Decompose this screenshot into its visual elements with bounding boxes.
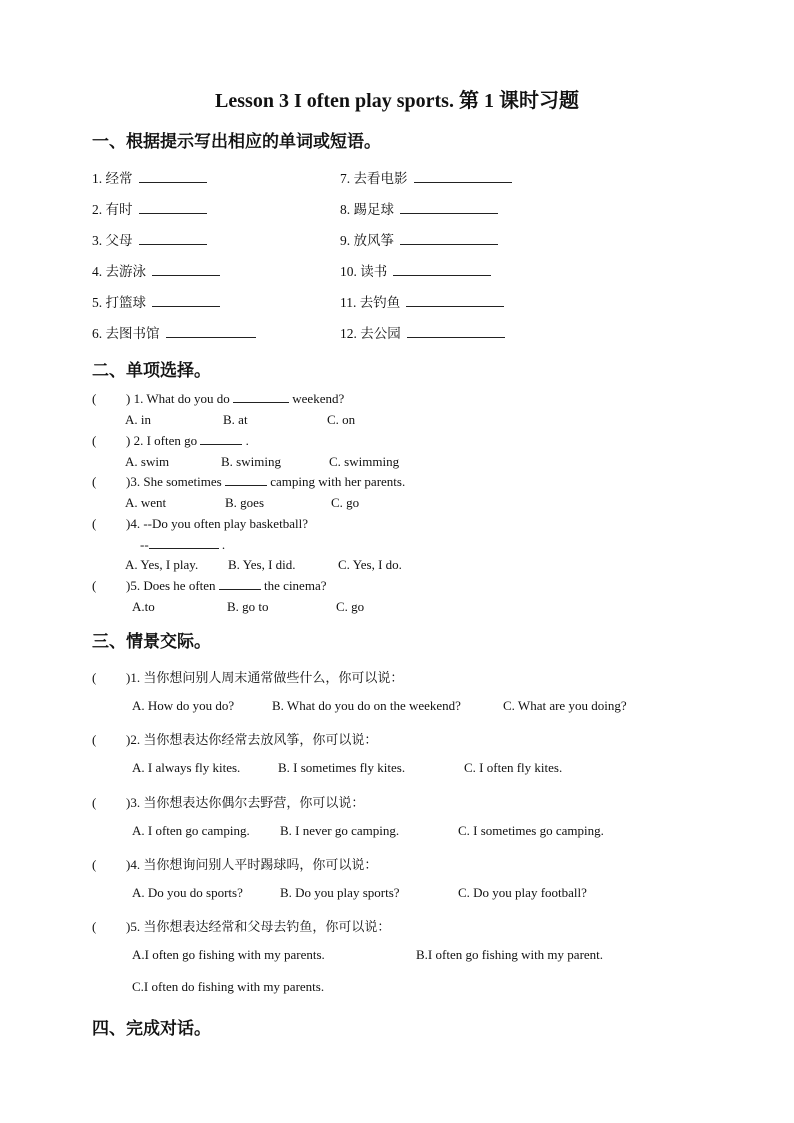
vocab-num: 5. bbox=[92, 295, 103, 310]
option-c: C. go bbox=[336, 599, 365, 614]
option-a: A. How do you do? bbox=[132, 698, 235, 713]
reply-dash: -- bbox=[140, 537, 149, 552]
option-b: B. Do you play sports? bbox=[280, 885, 400, 900]
vocab-item-9 bbox=[340, 229, 498, 249]
vocab-text: 踢足球 bbox=[353, 202, 394, 217]
section1-heading: 一、根据提示写出相应的单词或短语。 bbox=[92, 132, 381, 151]
answer-paren[interactable] bbox=[92, 670, 126, 686]
answer-paren[interactable] bbox=[92, 433, 126, 449]
question-text: 5. Does he often bbox=[130, 578, 216, 593]
section4-heading: 四、完成对话。 bbox=[92, 1019, 211, 1038]
paren-close: ) bbox=[126, 433, 131, 448]
answer-blank[interactable] bbox=[152, 263, 220, 276]
mc-question-3 bbox=[92, 474, 405, 490]
option-a: A. in bbox=[125, 412, 151, 427]
answer-blank[interactable] bbox=[407, 325, 505, 338]
answer-blank[interactable] bbox=[393, 263, 491, 276]
answer-blank[interactable] bbox=[166, 325, 256, 338]
vocab-text: 去图书馆 bbox=[105, 326, 160, 341]
option-c: C. What are you doing? bbox=[503, 698, 627, 713]
mc-question-5 bbox=[92, 578, 326, 594]
paren-open: ( bbox=[92, 433, 97, 448]
option-a: A. I always fly kites. bbox=[132, 760, 241, 775]
question-text-end: camping with her parents. bbox=[270, 474, 406, 489]
answer-paren[interactable] bbox=[92, 391, 126, 407]
option-b: B.I often go fishing with my parent. bbox=[416, 947, 604, 962]
answer-blank[interactable] bbox=[139, 170, 207, 183]
reply-end: . bbox=[221, 537, 226, 552]
vocab-item-7 bbox=[340, 167, 512, 187]
vocab-item-10 bbox=[340, 260, 491, 280]
question-text: 2. 当你想表达你经常去放风筝，你可以说： bbox=[130, 732, 378, 747]
option-c: C. Do you play football? bbox=[458, 885, 587, 900]
answer-blank[interactable] bbox=[225, 474, 267, 486]
paren-open: ( bbox=[92, 578, 97, 593]
question-text: 1. What do you do bbox=[130, 391, 230, 406]
option-c: C. go bbox=[331, 495, 360, 510]
vocab-text: 父母 bbox=[105, 233, 133, 248]
mc-question-4-reply bbox=[140, 537, 225, 553]
vocab-text: 有时 bbox=[105, 202, 133, 217]
option-a: A. Do you do sports? bbox=[132, 885, 243, 900]
answer-blank[interactable] bbox=[139, 232, 207, 245]
section3-heading: 三、情景交际。 bbox=[92, 632, 211, 651]
question-text: 4. --Do you often play basketball? bbox=[130, 516, 308, 531]
vocab-num: 2. bbox=[92, 202, 103, 217]
vocab-text: 放风筝 bbox=[353, 233, 394, 248]
vocab-item-5 bbox=[92, 291, 220, 311]
vocab-text: 打篮球 bbox=[105, 295, 146, 310]
mc-question-4 bbox=[92, 516, 308, 532]
question-text-end: . bbox=[245, 433, 249, 448]
paren-close: ) bbox=[126, 391, 131, 406]
situation-question-5 bbox=[92, 916, 390, 935]
situation-question-4 bbox=[92, 854, 377, 873]
paren-open: ( bbox=[92, 795, 97, 810]
option-a: A. Yes, I play. bbox=[125, 557, 199, 572]
option-a: A.to bbox=[132, 599, 155, 614]
option-b: B. at bbox=[223, 412, 248, 427]
option-b: B. goes bbox=[225, 495, 264, 510]
vocab-num: 1. bbox=[92, 171, 103, 186]
answer-paren[interactable] bbox=[92, 857, 126, 873]
paren-close: ) bbox=[126, 857, 131, 872]
paren-close: ) bbox=[126, 732, 131, 747]
question-text: 3. She sometimes bbox=[130, 474, 222, 489]
section2-heading: 二、单项选择。 bbox=[92, 361, 211, 380]
vocab-text: 去钓鱼 bbox=[359, 295, 401, 310]
answer-blank[interactable] bbox=[400, 232, 498, 245]
option-a: A.I often go fishing with my parents. bbox=[132, 947, 325, 962]
vocab-item-12 bbox=[340, 322, 505, 342]
paren-open: ( bbox=[92, 670, 97, 685]
answer-blank[interactable] bbox=[406, 294, 504, 307]
question-text: 3. 当你想表达你偶尔去野营，你可以说： bbox=[130, 795, 365, 810]
vocab-item-4 bbox=[92, 260, 220, 280]
paren-open: ( bbox=[92, 516, 97, 531]
paren-open: ( bbox=[92, 474, 97, 489]
option-c: C. I sometimes go camping. bbox=[458, 823, 604, 838]
paren-open: ( bbox=[92, 732, 97, 747]
option-b: B. I never go camping. bbox=[280, 823, 400, 838]
option-b: B. I sometimes fly kites. bbox=[278, 760, 406, 775]
option-b: B. Yes, I did. bbox=[228, 557, 296, 572]
option-c: C. Yes, I do. bbox=[338, 557, 402, 572]
option-a: A. swim bbox=[125, 454, 170, 469]
vocab-num: 8. bbox=[340, 202, 351, 217]
vocab-item-8 bbox=[340, 198, 498, 218]
question-text-end: the cinema? bbox=[264, 578, 327, 593]
situation-question-2 bbox=[92, 729, 377, 748]
question-text: 2. I often go bbox=[130, 433, 198, 448]
vocab-num: 3. bbox=[92, 233, 103, 248]
answer-blank[interactable] bbox=[219, 578, 261, 590]
vocab-num: 7. bbox=[340, 171, 351, 186]
paren-close: ) bbox=[126, 474, 131, 489]
option-c: C. on bbox=[327, 412, 356, 427]
answer-paren[interactable] bbox=[92, 732, 126, 748]
vocab-item-1 bbox=[92, 167, 207, 187]
vocab-num: 11. bbox=[340, 295, 357, 310]
paren-open: ( bbox=[92, 857, 97, 872]
option-a: A. I often go camping. bbox=[132, 823, 250, 838]
answer-paren[interactable] bbox=[92, 919, 126, 935]
vocab-item-11 bbox=[340, 291, 504, 311]
paren-close: ) bbox=[126, 670, 131, 685]
page-title: Lesson 3 I often play sports. 第 1 课时习题 bbox=[215, 90, 579, 112]
answer-paren[interactable] bbox=[92, 795, 126, 811]
mc-question-1 bbox=[92, 391, 344, 407]
option-b: B. What do you do on the weekend? bbox=[272, 698, 461, 713]
option-c: C.I often do fishing with my parents. bbox=[132, 979, 325, 994]
answer-blank[interactable] bbox=[233, 391, 289, 403]
vocab-item-2 bbox=[92, 198, 207, 218]
answer-paren[interactable] bbox=[92, 474, 126, 490]
answer-blank[interactable] bbox=[400, 201, 498, 214]
option-b: B. go to bbox=[227, 599, 269, 614]
vocab-text: 去游泳 bbox=[105, 264, 146, 279]
vocab-num: 6. bbox=[92, 326, 103, 341]
mc-question-2 bbox=[92, 433, 249, 449]
answer-blank[interactable] bbox=[200, 433, 242, 445]
answer-blank[interactable] bbox=[152, 294, 220, 307]
vocab-text: 去看电影 bbox=[353, 171, 408, 186]
answer-blank[interactable] bbox=[139, 201, 207, 214]
answer-paren[interactable] bbox=[92, 578, 126, 594]
question-text: 1. 当你想问别人周末通常做些什么，你可以说： bbox=[130, 670, 404, 685]
paren-close: ) bbox=[126, 516, 131, 531]
option-c: C. swimming bbox=[329, 454, 400, 469]
paren-open: ( bbox=[92, 391, 97, 406]
vocab-item-3 bbox=[92, 229, 207, 249]
vocab-num: 9. bbox=[340, 233, 351, 248]
question-text: 5. 当你想表达经常和父母去钓鱼，你可以说： bbox=[130, 919, 391, 934]
vocab-num: 10. bbox=[340, 264, 357, 279]
answer-paren[interactable] bbox=[92, 516, 126, 532]
answer-blank[interactable] bbox=[149, 537, 219, 549]
option-c: C. I often fly kites. bbox=[464, 760, 563, 775]
situation-question-1 bbox=[92, 667, 403, 686]
vocab-text: 经常 bbox=[105, 171, 133, 186]
question-text: 4. 当你想询问别人平时踢球吗，你可以说： bbox=[130, 857, 378, 872]
paren-close: ) bbox=[126, 795, 131, 810]
vocab-num: 4. bbox=[92, 264, 103, 279]
vocab-text: 读书 bbox=[360, 264, 388, 279]
option-a: A. went bbox=[125, 495, 167, 510]
vocab-text: 去公园 bbox=[360, 326, 401, 341]
paren-open: ( bbox=[92, 919, 97, 934]
answer-blank[interactable] bbox=[414, 170, 512, 183]
paren-close: ) bbox=[126, 578, 131, 593]
vocab-num: 12. bbox=[340, 326, 357, 341]
vocab-item-6 bbox=[92, 322, 256, 342]
question-text-end: weekend? bbox=[292, 391, 345, 406]
paren-close: ) bbox=[126, 919, 131, 934]
situation-question-3 bbox=[92, 792, 364, 811]
option-b: B. swiming bbox=[221, 454, 281, 469]
